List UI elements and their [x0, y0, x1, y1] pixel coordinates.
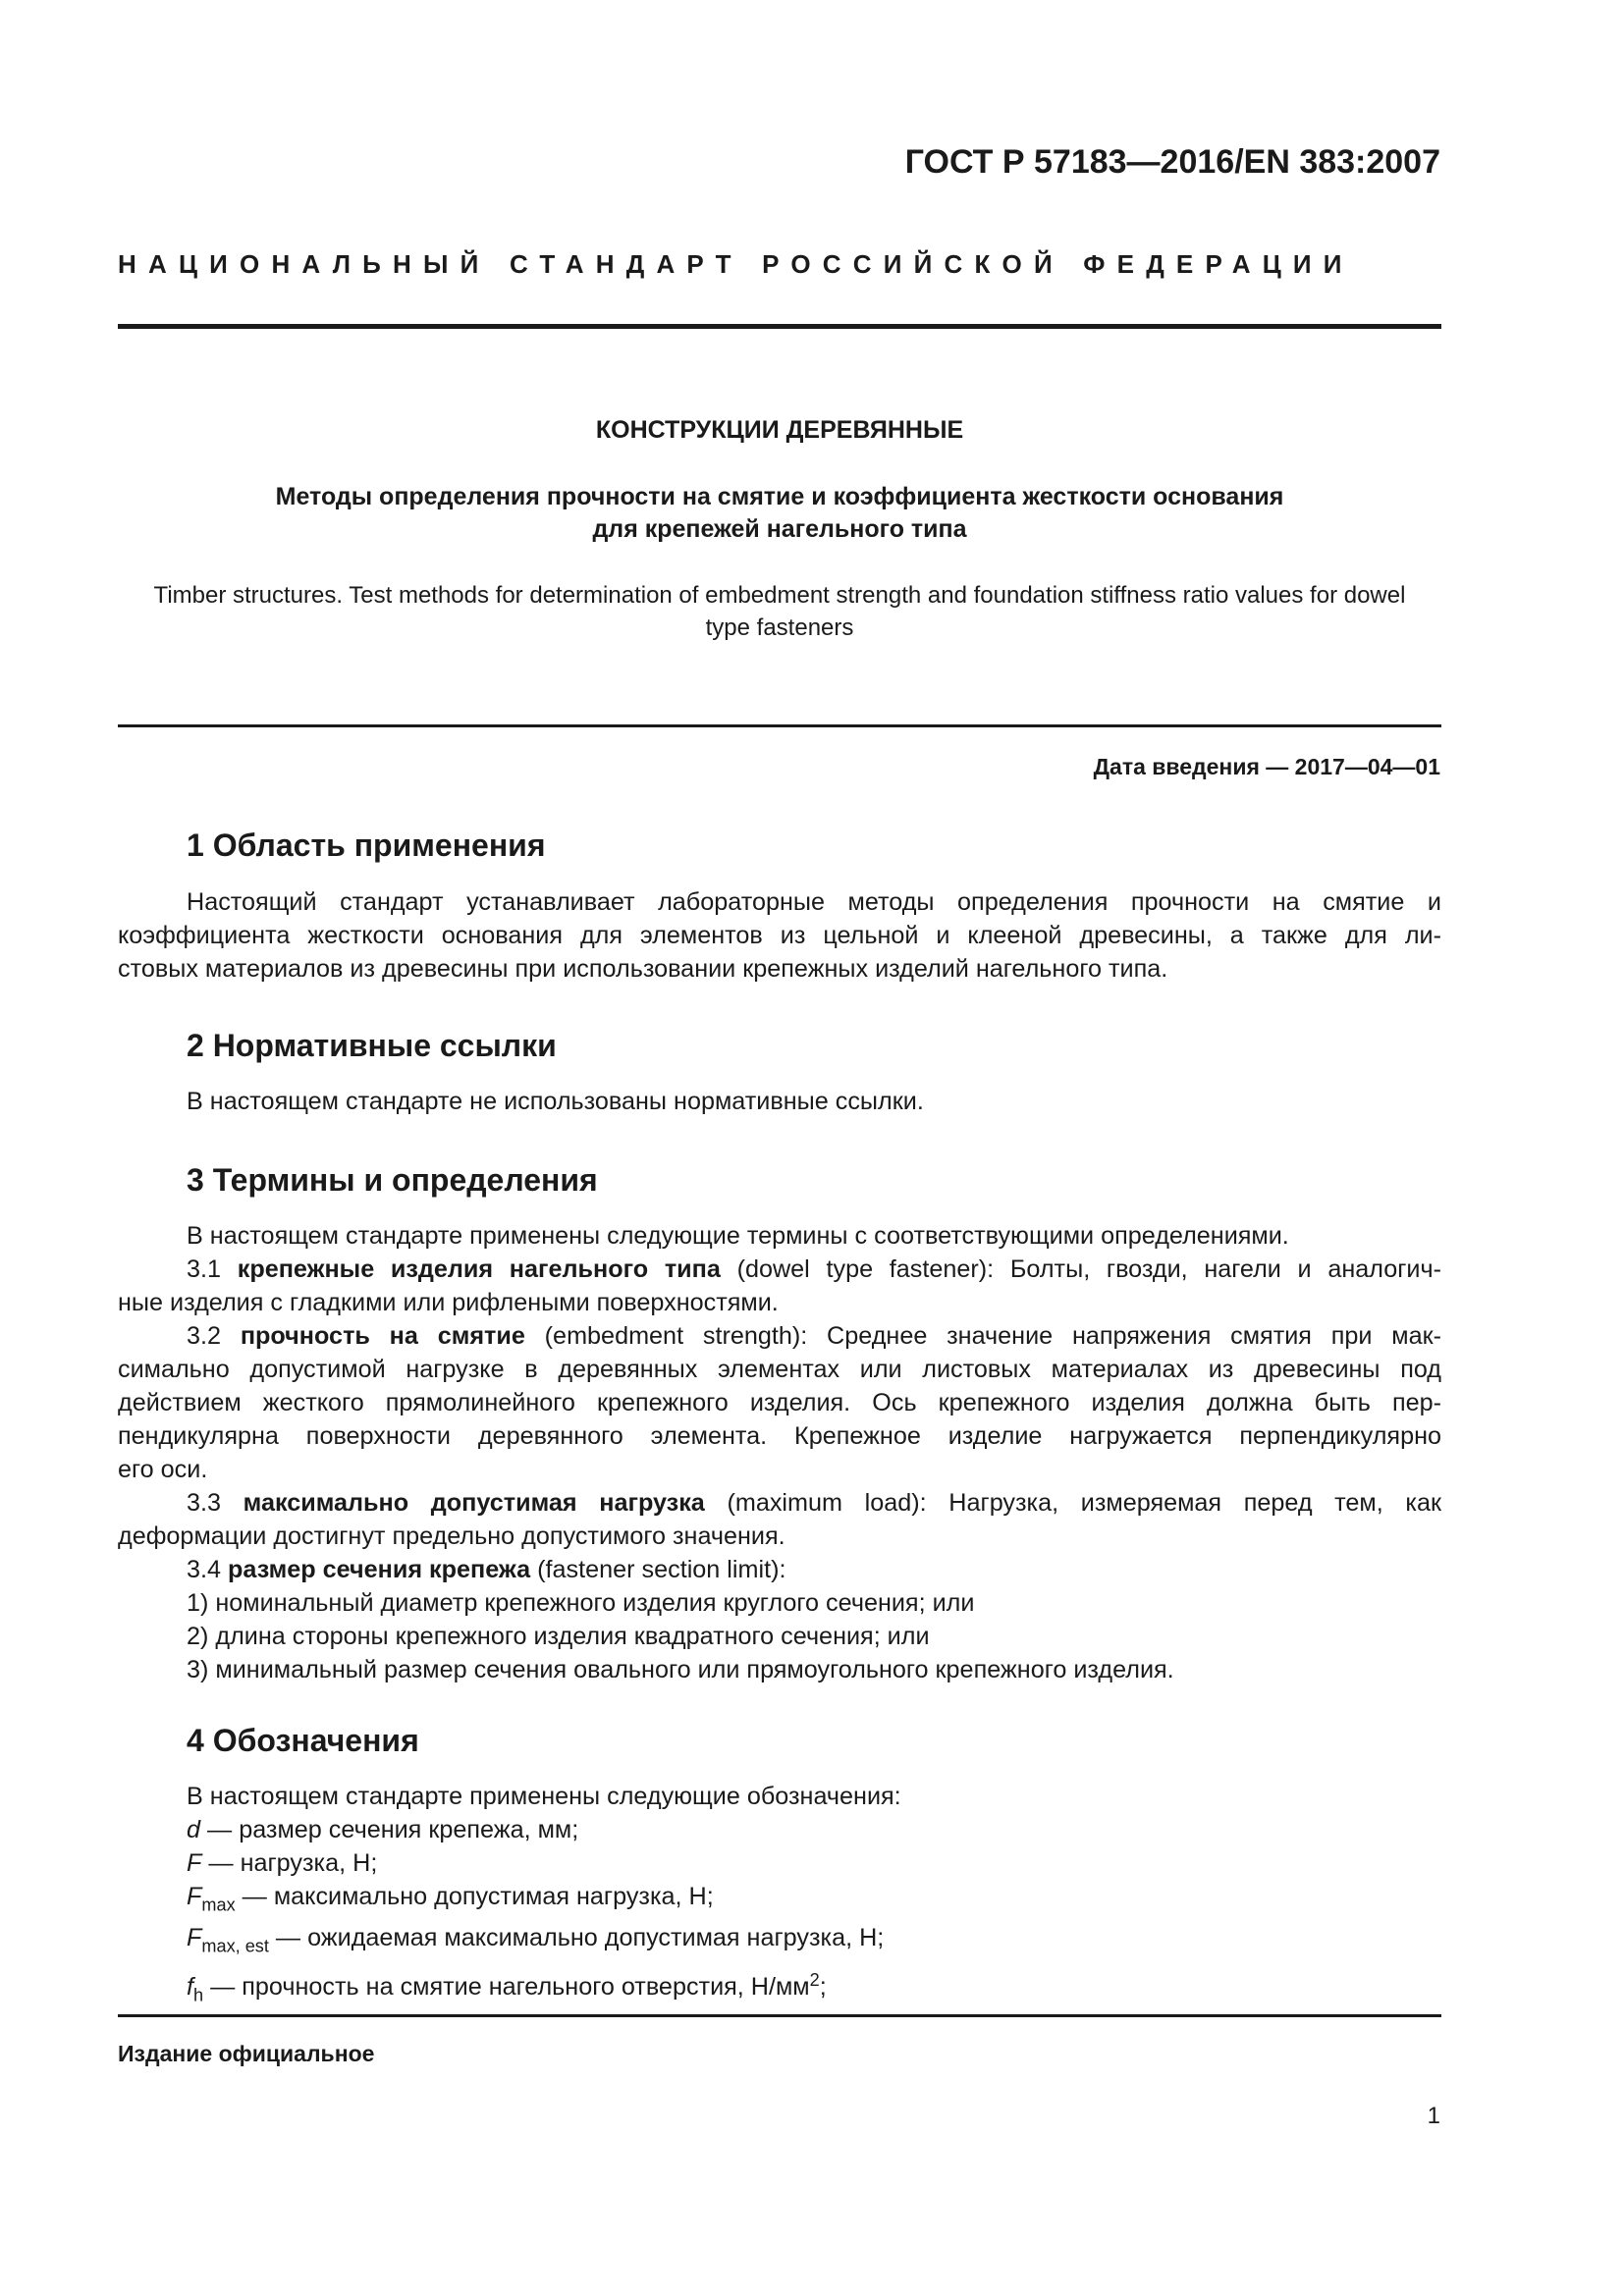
- paragraph-line: ные изделия с гладкими или рифлеными поверхностями.: [118, 1289, 779, 1316]
- paragraph-line: В настоящем стандарте применены следующие обозначения:: [187, 1783, 901, 1810]
- term-3-4: 3.4 размер сечения крепежа (fastener section limit):: [187, 1556, 786, 1583]
- term-3-3: 3.3 максимально допустимая нагрузка (maximum load): Нагрузка, измеряемая перед тем, как: [187, 1489, 1441, 1517]
- paragraph-line: пендикулярна поверхности деревянного элемента. Крепежное изделие нагружается перпендикулярно: [118, 1422, 1441, 1450]
- list-item: 1) номинальный диаметр крепежного изделия круглого сечения; или: [187, 1589, 975, 1617]
- paragraph-line: стовых материалов из древесины при использовании крепежных изделий нагельного типа.: [118, 955, 1168, 983]
- paragraph-line: деформации достигнут предельно допустимого значения.: [118, 1522, 785, 1550]
- section-3-body: [118, 1219, 1441, 1686]
- list-item: 2) длина стороны крепежного изделия квадратного сечения; или: [187, 1623, 930, 1650]
- english-title: [118, 579, 1441, 644]
- date-label: Дата введения: [1093, 754, 1260, 779]
- document-title: КОНСТРУКЦИИ ДЕРЕВЯННЫЕ: [595, 416, 964, 444]
- english-title-line: type fasteners: [705, 614, 854, 641]
- date-value: 2017—04—01: [1294, 754, 1440, 779]
- title-divider: [118, 724, 1441, 727]
- english-title-line: Timber structures. Test methods for determination of embedment strength and foundation stiffness ratio values for dowel: [153, 582, 1406, 609]
- document-subtitle: [118, 481, 1441, 546]
- date-dash: —: [1259, 754, 1295, 779]
- document-code: ГОСТ Р 57183—2016/EN 383:2007: [904, 143, 1440, 181]
- paragraph-line: В настоящем стандарте не использованы нормативные ссылки.: [187, 1088, 924, 1115]
- symbol-entry: d — размер сечения крепежа, мм;: [187, 1816, 579, 1843]
- header-divider: [118, 324, 1441, 329]
- section-heading-1: 1 Область применения: [187, 828, 546, 863]
- section-heading-3: 3 Термины и определения: [187, 1162, 598, 1198]
- paragraph-line: симально допустимой нагрузке в деревянных элементах или листовых материалах из древесины под: [118, 1356, 1441, 1383]
- term-3-1: 3.1 крепежные изделия нагельного типа (dowel type fastener): Болты, гвозди, нагели и аналогич-: [187, 1255, 1441, 1283]
- list-item: 3) минимальный размер сечения овального или прямоугольного крепежного изделия.: [187, 1656, 1174, 1683]
- subtitle-line: для крепежей нагельного типа: [592, 515, 967, 543]
- term-name: размер сечения крепежа: [228, 1556, 531, 1583]
- symbol-entry: $F_{max}$ — максимально допустимая нагрузка, Н;: [187, 1883, 714, 1915]
- term-name: крепежные изделия нагельного типа: [237, 1255, 721, 1283]
- term-name: прочность на смятие: [240, 1322, 525, 1350]
- symbol-entry: $F_{max, est}$ — ожидаемая максимально допустимая нагрузка, Н;: [187, 1924, 885, 1956]
- section-4-body: [187, 1780, 901, 2011]
- national-standard-banner: НАЦИОНАЛЬНЫЙ СТАНДАРТ РОССИЙСКОЙ ФЕДЕРАЦИИ: [118, 249, 1354, 279]
- section-heading-2: 2 Нормативные ссылки: [187, 1028, 557, 1063]
- paragraph-line: его оси.: [118, 1456, 208, 1483]
- subtitle-line: Методы определения прочности на смятие и коэффициента жесткости основания: [275, 483, 1284, 510]
- paragraph-line: коэффициента жесткости основания для элементов из цельной и клееной древесины, а также для ли-: [118, 922, 1441, 949]
- symbol-entry: F — нагрузка, Н;: [187, 1849, 378, 1877]
- section-1-body: [118, 885, 1441, 986]
- section-heading-4: 4 Обозначения: [187, 1723, 419, 1758]
- official-edition-label: Издание официальное: [118, 2041, 375, 2066]
- paragraph-line: Настоящий стандарт устанавливает лабораторные методы определения прочности на смятие и: [187, 888, 1441, 916]
- page-number: 1: [1427, 2103, 1440, 2129]
- introduction-date: [1094, 754, 1440, 780]
- term-name: максимально допустимая нагрузка: [243, 1489, 705, 1517]
- symbol-entry: $f_h$ — прочность на смятие нагельного отверстия, $Н/мм^2$;: [187, 1969, 827, 2005]
- paragraph-line: действием жесткого прямолинейного крепежного изделия. Ось крепежного изделия должна быть пер-: [118, 1389, 1441, 1416]
- paragraph-line: В настоящем стандарте применены следующие термины с соответствующими определениями.: [187, 1222, 1289, 1250]
- footer-divider: [118, 2014, 1441, 2017]
- term-3-2: 3.2 прочность на смятие (embedment strength): Среднее значение напряжения смятия при мак-: [187, 1322, 1441, 1350]
- section-2-body: [118, 1085, 1441, 1118]
